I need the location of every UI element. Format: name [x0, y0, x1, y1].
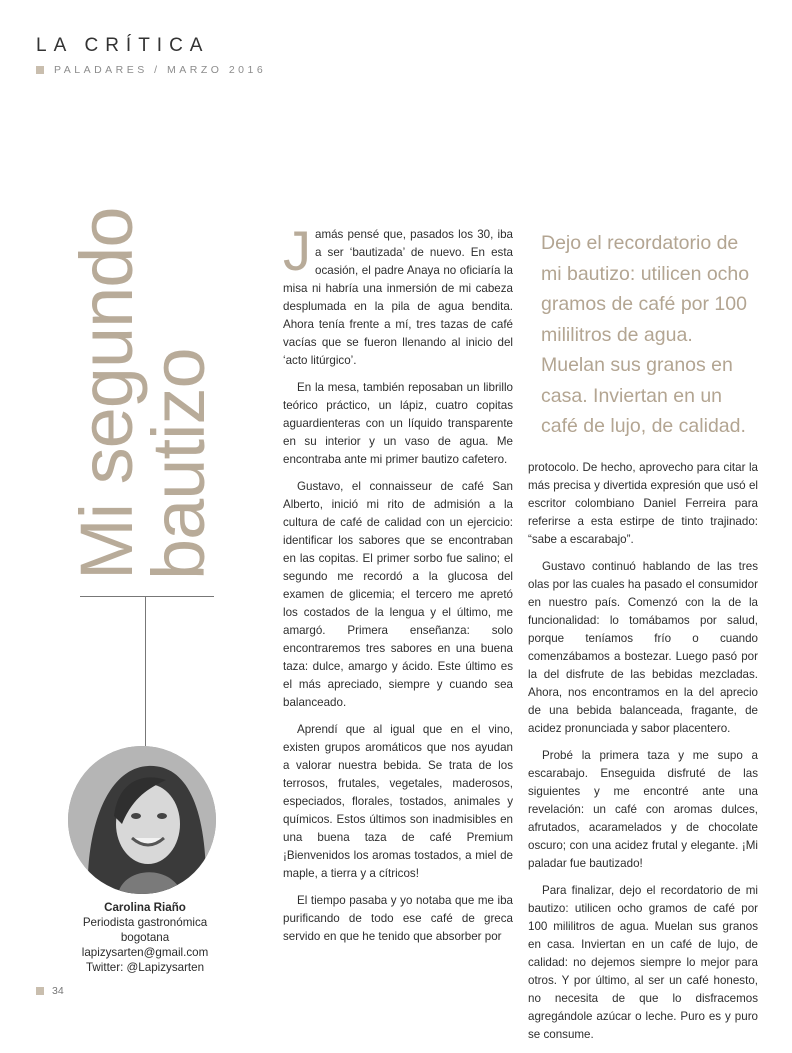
article-column-2	[528, 459, 758, 1053]
square-bullet-icon	[36, 987, 44, 995]
paragraph-continued: protocolo. De hecho, aprovecho para citar la más precisa y divertida expresión que usó el escritor colombiano Daniel Ferreira para referirse a esta estirpe de tinto trajinado: “sabe a escarabajo”.	[528, 461, 758, 546]
paragraph	[283, 219, 513, 370]
author-role-2: bogotana	[120, 931, 170, 944]
drop-cap: J	[283, 219, 311, 282]
author-name: Carolina Riaño	[104, 901, 186, 914]
article-title	[65, 140, 221, 580]
author-role-1: Periodista gastronómica	[82, 916, 208, 929]
page-number-text: 34	[52, 985, 64, 997]
title-line-1: Mi segundo	[65, 207, 148, 580]
vertical-connector	[145, 596, 146, 746]
paragraph: Gustavo continuó hablando de las tres olas por las cuales ha pasado el consumidor en nuestro país. Comenzó con la de la funcionalidad: lo tomábamos por salud, porque teníamos frío o cuando comenzábamos a bostezar. Luego pasó por la del disfrute de las bebidas mezcladas. Ahora, nos encontramos en la del aprecio de una bebida balanceada, fragante, de acidez pronunciada y sabor placentero.	[528, 560, 758, 735]
issue-label: PALADARES / MARZO 2016	[54, 64, 267, 76]
author-box	[60, 900, 230, 975]
paragraph: En la mesa, también reposaban un librillo teórico práctico, un lápiz, cuatro copitas aguardienteras con un líquido transparente en su interior y un vaso de agua. Me encontraba ante mi primer bautizo cafetero.	[283, 381, 513, 466]
article-column-1	[283, 219, 513, 955]
paragraph: Probé la primera taza y me supo a escarabajo. Enseguida disfruté de las siguientes y me encontré ante una revelación: un café con aromas dulces, afrutados, acaramelados y de chocolate oscuro; con una acidez frutal y elegante. ¡Mi paladar fue bautizado!	[528, 749, 758, 870]
square-bullet-icon	[36, 66, 44, 74]
page-number	[36, 985, 64, 997]
paragraph: Para finalizar, dejo el recordatorio de mi bautizo: utilicen ocho gramos de café por 100 mililitros de agua. Muelan sus granos en casa. Inviertan en un café de lujo, de calidad: no dejemos siempre lo mejor para otros. Y por último, al ser un café honesto, no necesita de que lo disfracemos agregándole azúcar o leche. Puro es y puro se consume.	[528, 884, 758, 1041]
author-twitter[interactable]: Twitter: @Lapizysarten	[85, 961, 205, 974]
section-title: LA CRÍTICA	[36, 35, 210, 56]
paragraph: Gustavo, el connaisseur de café San Alberto, inició mi rito de admisión a la cultura de café de calidad con un ejercicio: identificar los sabores que se encontraban en las copitas. El primer sorbo fue salino; el segundo me recordó a la glucosa del examen de glicemia; el tercero me apretó los costados de la lengua y el último, me amargó. Primera enseñanza: solo encontraremos tres sabores en una buena taza: dulce, amargo y ácido. Este último es el más apreciado, siempre y cuando sea balanceado.	[283, 480, 513, 709]
paragraph-split	[283, 892, 513, 946]
author-portrait-icon	[68, 746, 216, 894]
paragraph-text: amás pensé que, pasados los 30, iba a ser ‘bautizada’ de nuevo. En esta ocasión, el padre Anaya no oficiaría la misa ni habría una inmersión de mi cabeza desplumada en la pila de agua bendita. Ahora tenía frente a mí, tres tazas de café vacías que se fueron llenando al inicio del ‘acto litúrgico’.	[283, 228, 513, 367]
author-photo	[68, 746, 216, 894]
author-email[interactable]: lapizysarten@gmail.com	[81, 946, 209, 959]
section-subtitle	[36, 64, 266, 76]
horizontal-divider	[80, 596, 214, 597]
title-line-2: bautizo	[137, 348, 220, 580]
pull-quote: Dejo el recordatorio de mi bautizo: utilicen ocho gramos de café por 100 mililitros de agua. Muelan sus granos en casa. Inviertan en un café de lujo, de calidad.	[541, 232, 750, 437]
paragraph: Aprendí que al igual que en el vino, existen grupos aromáticos que nos ayudan a valorar nuestra bebida. Se trata de los terrosos, frutales, vegetales, maderosos, especiados, florales, tostados, animales y químicos. Estos últimos son inadmisibles en una buena taza de café Premium ¡Bienvenidos los aromas tostados, a miel de maple, a tierra y a cítricos!	[283, 723, 513, 880]
paragraph-text: El tiempo pasaba y yo notaba que me iba purificando de todo ese café de greca servido en que he tenido que absorber por	[283, 894, 513, 943]
